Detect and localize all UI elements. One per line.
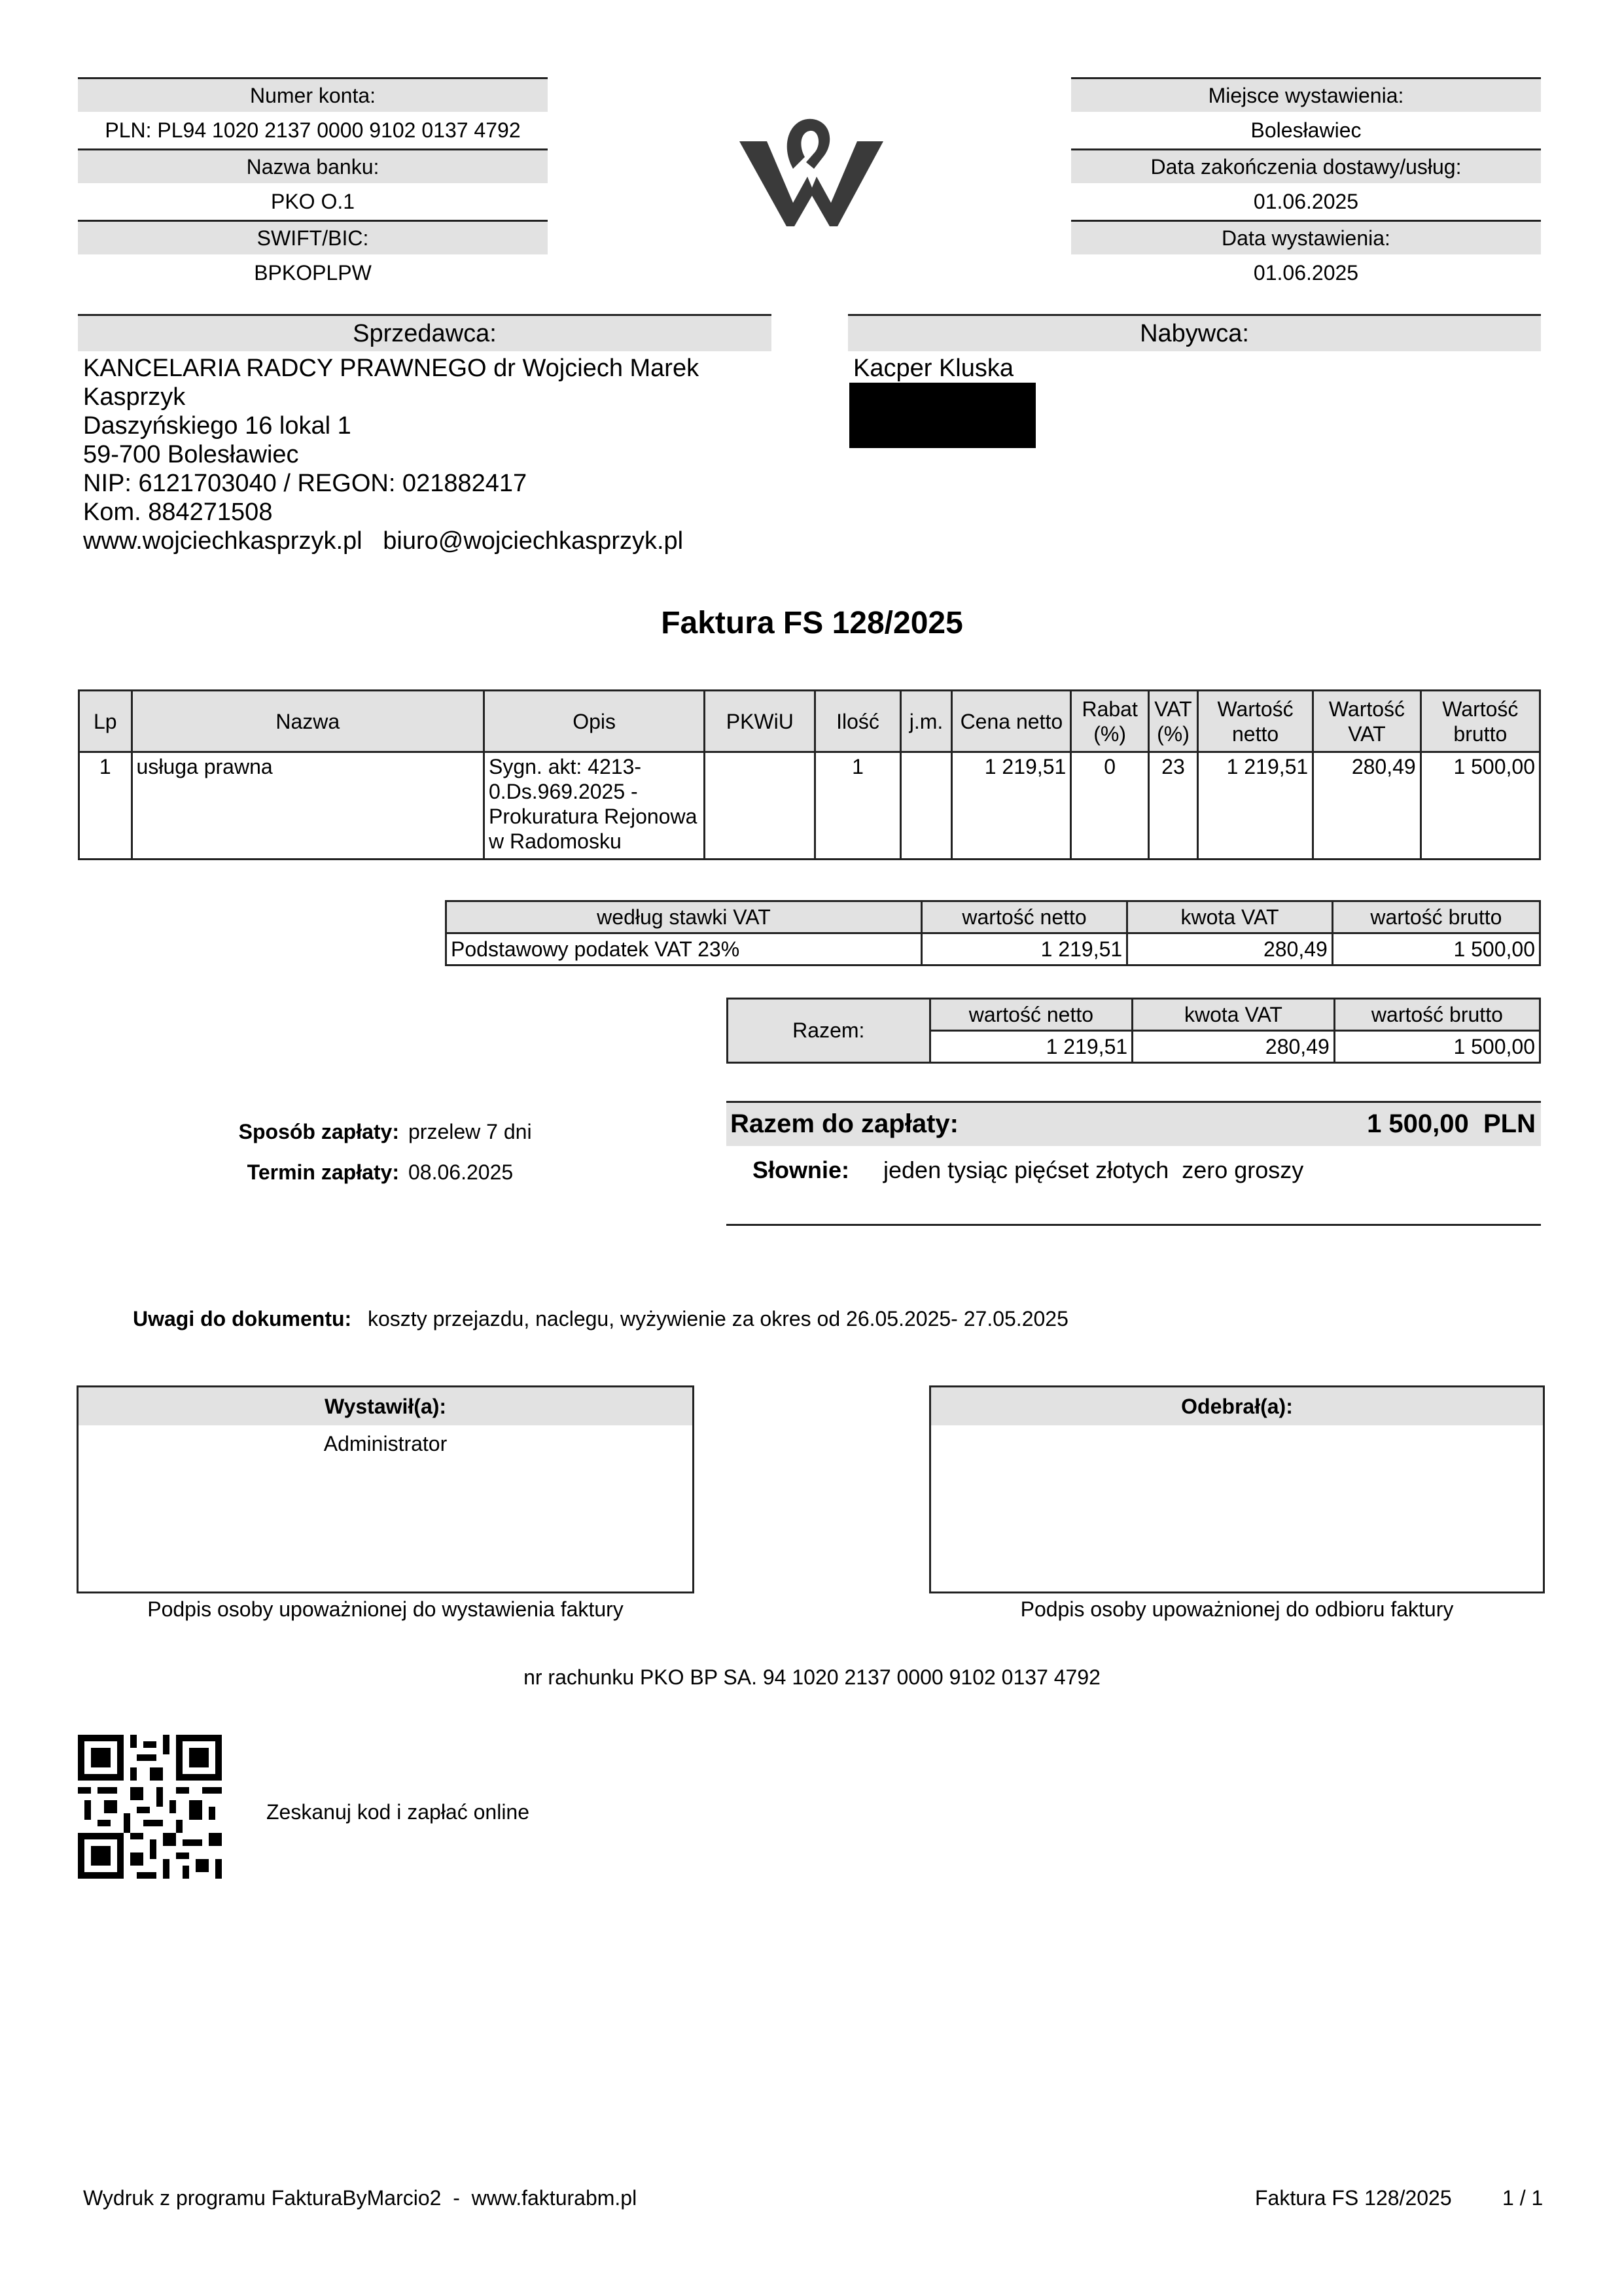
payment-term-value: 08.06.2025: [408, 1160, 514, 1184]
invoice-title: Faktura FS 128/2025: [661, 606, 963, 640]
item-name: usługa prawna: [132, 752, 484, 860]
payment-method-label: Sposób zapłaty:: [238, 1120, 399, 1143]
issuer-header: Wystawił(a):: [79, 1387, 692, 1425]
issue-place-label: Miejsce wystawienia:: [1071, 77, 1541, 112]
amount-due-label: Razem do zapłaty:: [730, 1109, 959, 1138]
footer-page: 1 / 1: [1502, 2186, 1544, 2210]
item-discount: 0: [1071, 752, 1149, 860]
amount-words-label: Słownie:: [752, 1157, 850, 1183]
col-header: według stawki VAT: [446, 901, 922, 933]
seller-line: www.wojciechkasprzyk.pl biuro@wojciechkasprzyk.pl: [83, 527, 684, 555]
seller-header: Sprzedawca:: [78, 314, 771, 351]
amount-due-bar: [726, 1101, 1541, 1146]
vat-net: 1 219,51: [921, 933, 1127, 965]
buyer-name: Kacper Kluska: [853, 355, 1014, 382]
buyer-header: Nabywca:: [848, 314, 1541, 351]
item-gross-value: 1 500,00: [1421, 752, 1540, 860]
col-header: j.m.: [900, 691, 952, 752]
col-header: wartość brutto: [1334, 999, 1540, 1031]
total-gross: 1 500,00: [1334, 1031, 1540, 1063]
amount-due-divider: [726, 1224, 1541, 1226]
col-header: Rabat (%): [1071, 691, 1149, 752]
col-header: wartość brutto: [1332, 901, 1540, 933]
seller-block: [78, 314, 771, 558]
bank-info: [78, 77, 548, 291]
swift-label: SWIFT/BIC:: [78, 220, 548, 254]
item-net-value: 1 219,51: [1197, 752, 1313, 860]
issuer-caption: Podpis osoby upoważnionej do wystawienia faktury: [147, 1597, 624, 1621]
qr-caption: Zeskanuj kod i zapłać online: [266, 1800, 530, 1824]
col-header: Ilość: [815, 691, 900, 752]
item-description: Sygn. akt: 4213-0.Ds.969.2025 - Prokuratura Rejonowa w Radomosku: [484, 752, 704, 860]
items-header-row: [79, 691, 1540, 752]
qr-code-icon: [78, 1735, 222, 1879]
item-lp: 1: [79, 752, 132, 860]
col-header: VAT (%): [1149, 691, 1198, 752]
seller-line: NIP: 6121703040 / REGON: 021882417: [83, 470, 527, 497]
notes-value: koszty przejazdu, naclegu, wyżywienie za okres od 26.05.2025- 27.05.2025: [368, 1307, 1068, 1331]
delivery-date-label: Data zakończenia dostawy/usług:: [1071, 148, 1541, 183]
table-row: [446, 933, 1540, 965]
col-header: Nazwa: [132, 691, 484, 752]
item-vat-value: 280,49: [1313, 752, 1421, 860]
receiver-header: Odebrał(a):: [931, 1387, 1543, 1425]
col-header: wartość netto: [930, 999, 1133, 1031]
col-header: kwota VAT: [1133, 999, 1335, 1031]
vat-summary-header: [446, 901, 1540, 933]
issuer-name: Administrator: [323, 1432, 448, 1455]
col-header: Lp: [79, 691, 132, 752]
notes-label: Uwagi do dokumentu:: [133, 1307, 352, 1331]
payment-method-value: przelew 7 dni: [408, 1120, 532, 1143]
col-header: PKWiU: [705, 691, 815, 752]
seller-line: 59-700 Bolesławiec: [83, 441, 299, 468]
footer-program: Wydruk z programu FakturaByMarcio2 - www.fakturabm.pl: [83, 2186, 637, 2210]
receiver-signature-box: [929, 1385, 1545, 1593]
footer-document: Faktura FS 128/2025: [1255, 2186, 1452, 2210]
seller-line: Kom. 884271508: [83, 498, 273, 526]
amount-due-value: 1 500,00 PLN: [1367, 1109, 1536, 1138]
amount-words-value: jeden tysiąc pięćset złotych zero groszy: [883, 1157, 1304, 1183]
vat-amount: 280,49: [1127, 933, 1333, 965]
redaction-box: [849, 383, 1036, 448]
logo-icon: [733, 116, 890, 228]
issuer-signature-box: [77, 1385, 694, 1593]
totals-label: Razem:: [728, 999, 930, 1063]
total-vat: 280,49: [1133, 1031, 1335, 1063]
buyer-block: [848, 314, 1541, 385]
account-value: PLN: PL94 1020 2137 0000 9102 0137 4792: [105, 118, 521, 142]
account-label: Numer konta:: [78, 77, 548, 112]
item-unit: [900, 752, 952, 860]
issue-date-label: Data wystawienia:: [1071, 220, 1541, 254]
issue-place-value: Bolesławiec: [1250, 118, 1362, 142]
payment-term-label: Termin zapłaty:: [247, 1160, 399, 1184]
total-net: 1 219,51: [930, 1031, 1133, 1063]
col-header: Opis: [484, 691, 704, 752]
col-header: Wartość netto: [1197, 691, 1313, 752]
account-note: nr rachunku PKO BP SA. 94 1020 2137 0000 9102 0137 4792: [523, 1665, 1101, 1689]
col-header: Wartość VAT: [1313, 691, 1421, 752]
item-vat-rate: 23: [1149, 752, 1198, 860]
vat-rate-name: Podstawowy podatek VAT 23%: [446, 933, 922, 965]
receiver-caption: Podpis osoby upoważnionej do odbioru faktury: [1020, 1597, 1454, 1621]
col-header: wartość netto: [921, 901, 1127, 933]
issue-date-value: 01.06.2025: [1253, 261, 1359, 285]
vat-summary-table: [445, 900, 1541, 966]
bank-name-value: PKO O.1: [270, 190, 355, 213]
seller-line: Daszyńskiego 16 lokal 1: [83, 412, 351, 440]
items-table: [78, 689, 1541, 860]
item-unit-price: 1 219,51: [952, 752, 1071, 860]
seller-line: KANCELARIA RADCY PRAWNEGO dr Wojciech Marek: [83, 355, 699, 382]
totals-table: [726, 998, 1541, 1064]
swift-value: BPKOPLPW: [254, 261, 372, 285]
col-header: Cena netto: [952, 691, 1071, 752]
table-row: [79, 752, 1540, 860]
bank-name-label: Nazwa banku:: [78, 148, 548, 183]
seller-line: Kasprzyk: [83, 383, 186, 411]
col-header: kwota VAT: [1127, 901, 1333, 933]
item-quantity: 1: [815, 752, 900, 860]
issue-info: [1071, 77, 1541, 291]
vat-gross: 1 500,00: [1332, 933, 1540, 965]
item-pkwiu: [705, 752, 815, 860]
delivery-date-value: 01.06.2025: [1253, 190, 1359, 213]
col-header: Wartość brutto: [1421, 691, 1540, 752]
